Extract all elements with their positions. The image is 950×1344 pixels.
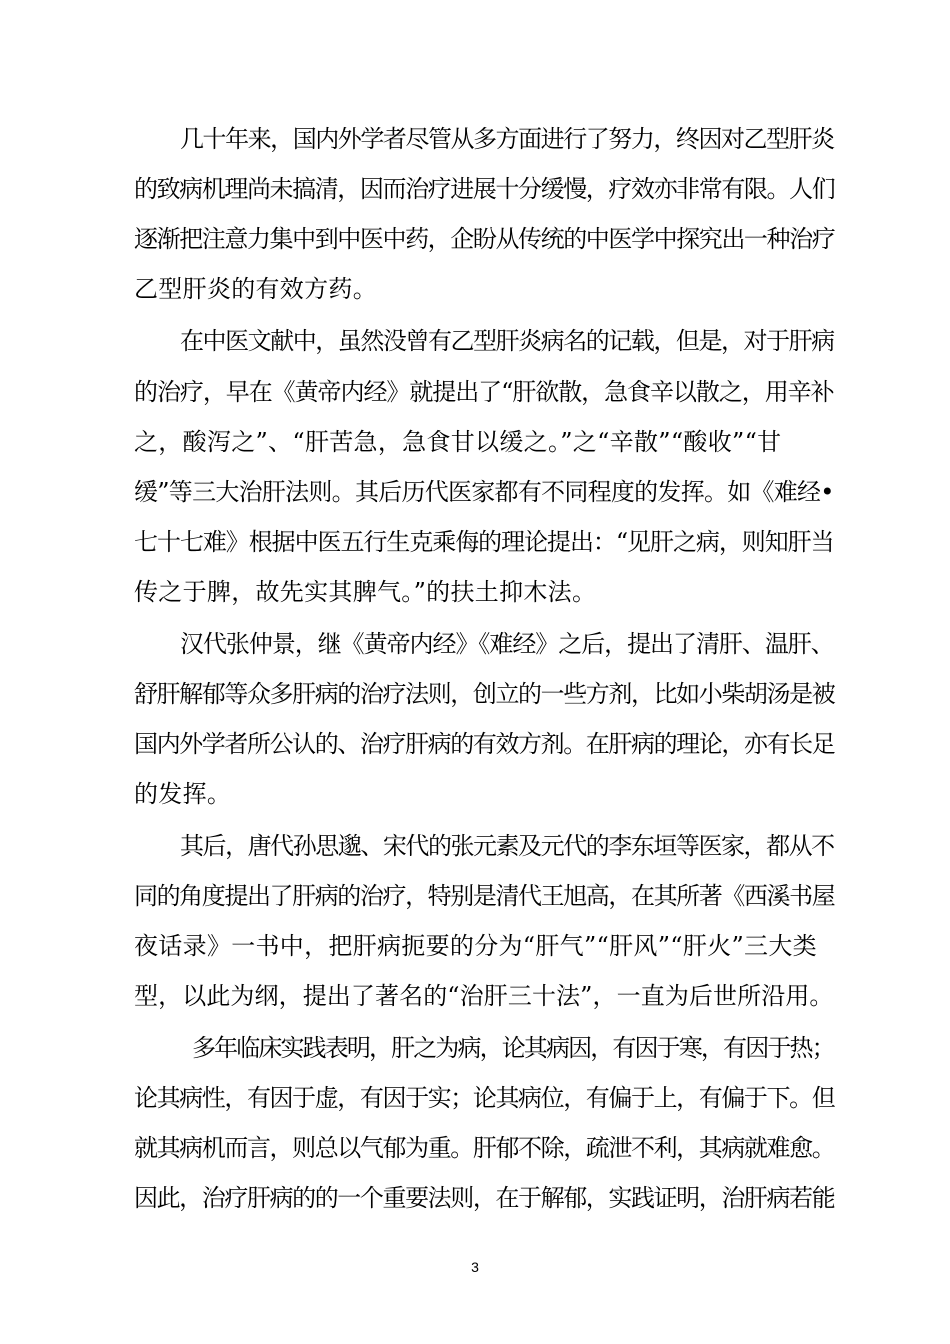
- paragraph-3-line-2: 舒肝解郁等众多肝病的治疗法则，创立的一些方剂，比如小柴胡汤是被: [134, 680, 835, 708]
- paragraph-3-line-4: 的发挥。: [134, 780, 232, 808]
- paragraph-1-line-1: 几十年来，国内外学者尽管从多方面进行了努力，终因对乙型肝炎: [180, 125, 834, 153]
- paragraph-3-line-3: 国内外学者所公认的、治疗肝病的有效方剂。在肝病的理论，亦有长足: [134, 730, 835, 758]
- paragraph-3-line-1: 汉代张仲景，继《黄帝内经》《难经》之后，提出了清肝、温肝、: [180, 630, 834, 658]
- paragraph-5-line-3: 就其病机而言，则总以气郁为重。肝郁不除，疏泄不利，其病就难愈。: [134, 1134, 835, 1162]
- paragraph-4-line-2: 同的角度提出了肝病的治疗，特别是清代王旭高，在其所著《西溪书屋: [134, 882, 835, 910]
- paragraph-4-line-3: 夜话录》一书中，把肝病扼要的分为“肝气”“肝风”“肝火”三大类: [134, 932, 817, 960]
- paragraph-1-line-2: 的致病机理尚未搞清，因而治疗进展十分缓慢，疗效亦非常有限。人们: [134, 175, 835, 203]
- paragraph-2-line-4: 缓”等三大治肝法则。其后历代医家都有不同程度的发挥。如《难经•: [134, 478, 834, 506]
- paragraph-2-line-2: 的治疗，早在《黄帝内经》就提出了“肝欲散，急食辛以散之，用辛补: [134, 378, 834, 406]
- paragraph-2-line-6: 传之于脾，故先实其脾气。”的扶土抑木法。: [134, 578, 597, 606]
- paragraph-2-line-3: 之，酸泻之”、“肝苦急，急食甘以缓之。”之“辛散”“酸收”“甘: [134, 428, 782, 456]
- paragraph-1-line-4: 乙型肝炎的有效方药。: [134, 275, 377, 303]
- paragraph-5-line-1: 多年临床实践表明，肝之为病，论其病因，有因于寒，有因于热；: [192, 1034, 834, 1062]
- paragraph-5-line-4: 因此，治疗肝病的的一个重要法则，在于解郁，实践证明，治肝病若能: [134, 1184, 835, 1212]
- paragraph-2-line-1: 在中医文献中，虽然没曾有乙型肝炎病名的记载，但是，对于肝病: [180, 327, 834, 355]
- paragraph-4-line-4: 型，以此为纲，提出了著名的“治肝三十法”，一直为后世所沿用。: [134, 982, 834, 1010]
- paragraph-4-line-1: 其后，唐代孙思邈、宋代的张元素及元代的李东垣等医家，都从不: [180, 832, 834, 860]
- page-number: 3: [471, 1259, 479, 1275]
- paragraph-1-line-3: 逐渐把注意力集中到中医中药，企盼从传统的中医学中探究出一种治疗: [134, 225, 835, 253]
- paragraph-5-line-2: 论其病性，有因于虚，有因于实；论其病位，有偏于上，有偏于下。但: [134, 1084, 835, 1112]
- paragraph-2-line-5: 七十七难》根据中医五行生克乘侮的理论提出：“见肝之病，则知肝当: [134, 528, 834, 556]
